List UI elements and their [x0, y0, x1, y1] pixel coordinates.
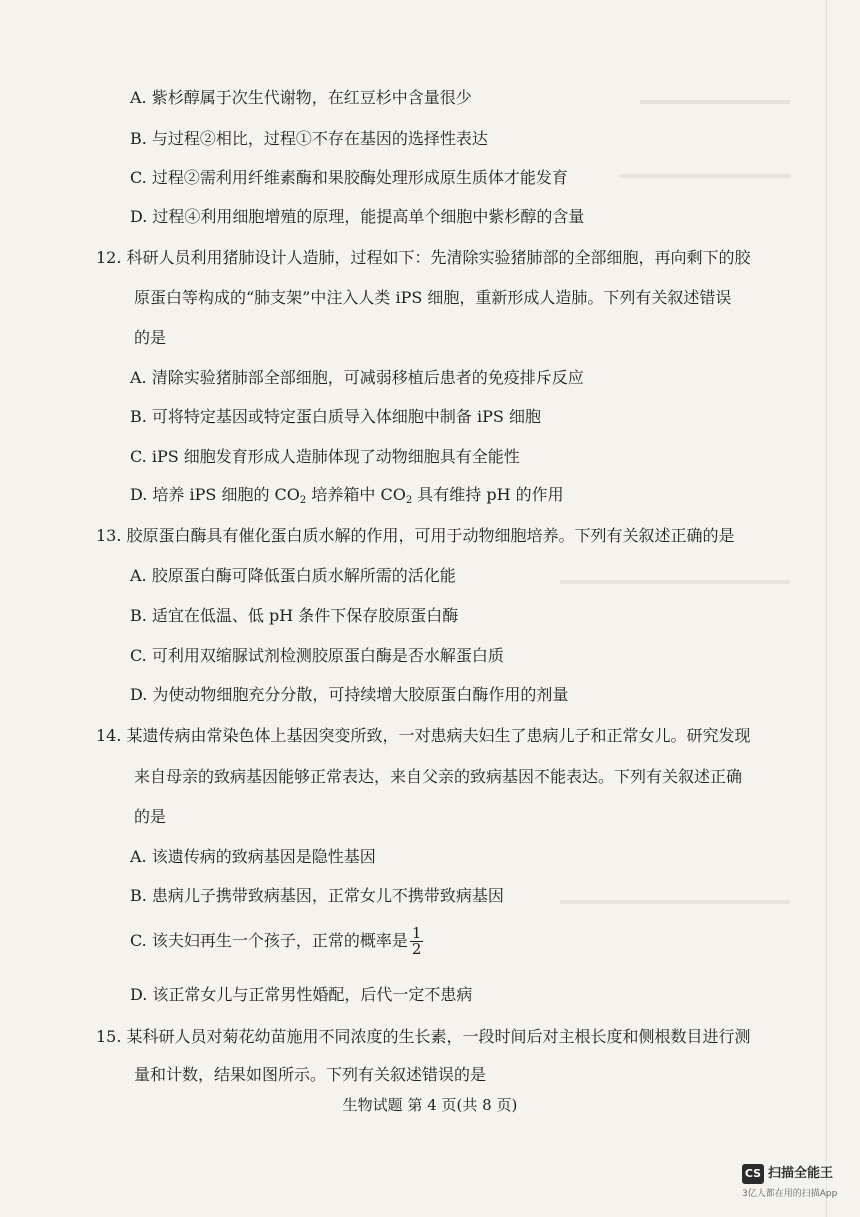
q14-option-c [130, 926, 423, 957]
bleed-through-mark [620, 174, 790, 178]
q13-stem-line-1: 13. 胶原蛋白酶具有催化蛋白质水解的作用，可用于动物细胞培养。下列有关叙述正确的是 [96, 526, 735, 545]
q11-option-d: D. 过程④利用细胞增殖的原理，能提高单个细胞中紫杉醇的含量 [130, 207, 585, 226]
q13-option-b: B. 适宜在低温、低 pH 条件下保存胶原蛋白酶 [130, 606, 459, 625]
watermark-tagline: 3亿人都在用的扫描App [742, 1189, 838, 1199]
q12-option-d-part-1: D. 培养 iPS 细胞的 CO [130, 485, 300, 504]
page-edge [826, 0, 827, 1217]
fraction-denominator: 2 [411, 940, 422, 958]
q14-option-d: D. 该正常女儿与正常男性婚配，后代一定不患病 [130, 985, 473, 1004]
cs-logo-icon: CS [742, 1164, 764, 1184]
q12-option-d [130, 484, 564, 506]
q11-option-a: A. 紫杉醇属于次生代谢物，在红豆杉中含量很少 [130, 88, 472, 107]
subscript-2: 2 [405, 495, 413, 506]
q14-stem-line-2: 来自母亲的致病基因能够正常表达，来自父亲的致病基因不能表达。下列有关叙述正确 [134, 767, 743, 786]
q12-option-d-part-2: 培养箱中 CO [306, 485, 406, 504]
q14-stem-line-1: 14. 某遗传病由常染色体上基因突变所致，一对患病夫妇生了患病儿子和正常女儿。研究发现 [96, 726, 751, 745]
q12-stem-line-2: 原蛋白等构成的“肺支架”中注入人类 iPS 细胞，重新形成人造肺。下列有关叙述错误 [134, 288, 732, 307]
bleed-through-mark [560, 580, 790, 584]
q12-option-d-part-3: 具有维持 pH 的作用 [412, 485, 564, 504]
q15-stem-line-2: 量和计数，结果如图所示。下列有关叙述错误的是 [134, 1065, 487, 1084]
q12-option-a: A. 清除实验猪肺部全部细胞，可减弱移植后患者的免疫排斥反应 [130, 368, 584, 387]
q12-option-c: C. iPS 细胞发育形成人造肺体现了动物细胞具有全能性 [130, 447, 520, 466]
q11-option-c: C. 过程②需利用纤维素酶和果胶酶处理形成原生质体才能发育 [130, 168, 568, 187]
subscript-2: 2 [299, 495, 307, 506]
q13-option-a: A. 胶原蛋白酶可降低蛋白质水解所需的活化能 [130, 566, 456, 585]
q12-option-b: B. 可将特定基因或特定蛋白质导入体细胞中制备 iPS 细胞 [130, 407, 541, 426]
q14-stem-line-3: 的是 [134, 807, 167, 826]
fraction [410, 926, 424, 957]
bleed-through-mark [640, 100, 790, 104]
scanner-watermark [742, 1164, 852, 1208]
q12-stem-line-1: 12. 科研人员利用猪肺设计人造肺，过程如下：先清除实验猪肺部的全部细胞，再向剩下的胶 [96, 248, 751, 267]
q15-stem-line-1: 15. 某科研人员对菊花幼苗施用不同浓度的生长素，一段时间后对主根长度和侧根数目进行测 [96, 1027, 751, 1046]
q11-option-b: B. 与过程②相比，过程①不存在基因的选择性表达 [130, 129, 488, 148]
q14-option-a: A. 该遗传病的致病基因是隐性基因 [130, 847, 376, 866]
q14-option-b: B. 患病儿子携带致病基因，正常女儿不携带致病基因 [130, 886, 504, 905]
q14-option-c-text: C. 该夫妇再生一个孩子，正常的概率是 [130, 931, 408, 950]
bleed-through-mark [560, 900, 790, 904]
page-footer: 生物试题 第 4 页(共 8 页) [342, 1096, 518, 1114]
q13-option-d: D. 为使动物细胞充分分散，可持续增大胶原蛋白酶作用的剂量 [130, 685, 569, 704]
fraction-numerator: 1 [411, 924, 422, 942]
q12-stem-line-3: 的是 [134, 328, 167, 347]
watermark-app-name: 扫描全能王 [768, 1166, 834, 1181]
q13-option-c: C. 可利用双缩脲试剂检测胶原蛋白酶是否水解蛋白质 [130, 646, 504, 665]
